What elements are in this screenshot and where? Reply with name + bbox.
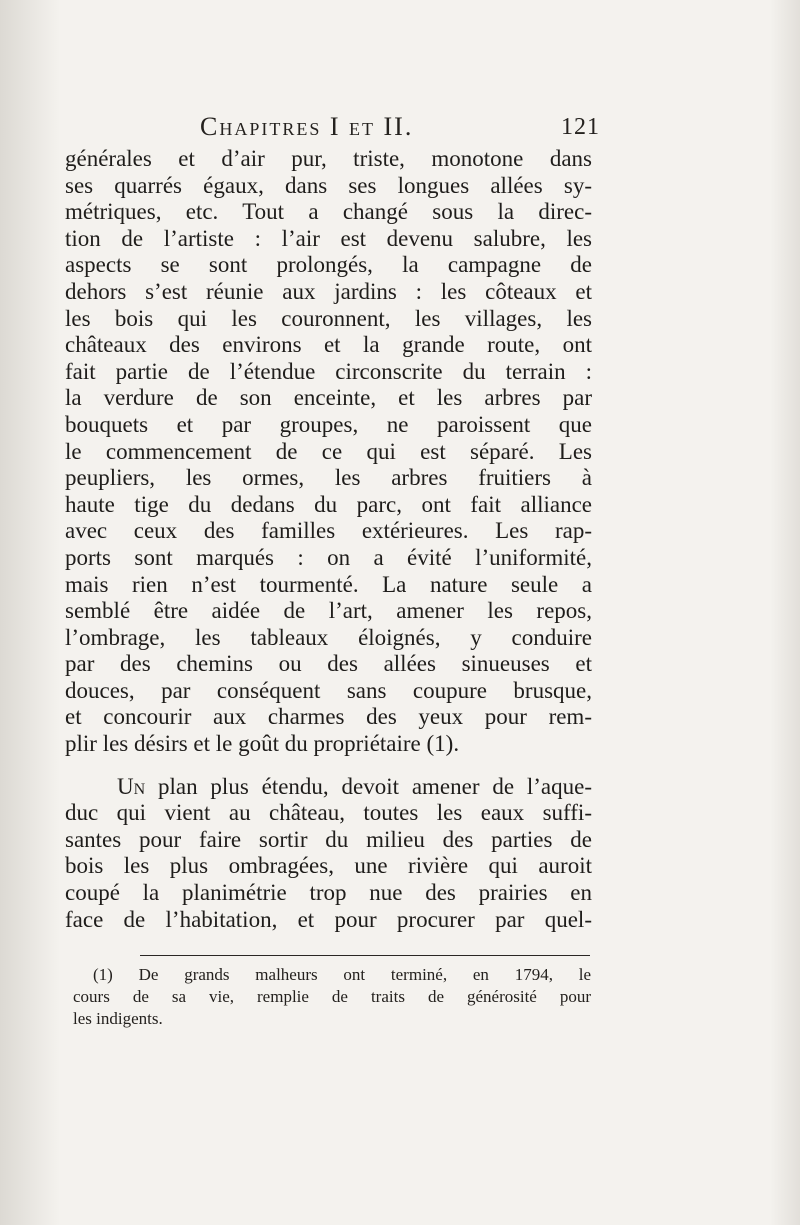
text-line: les bois qui les couronnent, les villages, les [65,305,592,331]
paragraph-lead-word: Un [117,773,146,799]
text-line: châteaux des environs et la grande route, ont [65,332,592,358]
paragraph-2 [65,774,592,934]
text-line: douces, par conséquent sans coupure brusque, [65,677,592,703]
text-line: plir les désirs et le goût du propriétaire (1). [65,731,460,757]
running-title: Chapitres I et II. [200,112,414,141]
text-line: dehors s’est réunie aux jardins : les côteaux et [65,278,592,304]
text-line: métriques, etc. Tout a changé sous la direc- [65,199,592,225]
footnote-rule [140,955,590,956]
text-line: avec ceux des familles extérieures. Les rap- [65,518,592,544]
running-head [60,112,600,148]
paragraph-1 [65,146,592,758]
footnote-line: cours de sa vie, remplie de traits de générosité pour [73,987,591,1006]
text-line: aspects se sont prolongés, la campagne de [65,252,592,278]
text-line: la verdure de son enceinte, et les arbres par [65,385,592,411]
text-line: tion de l’artiste : l’air est devenu salubre, les [65,225,592,251]
text-line: bois les plus ombragées, une rivière qui auroit [65,853,592,879]
page-edge-shadow-right [770,0,800,1225]
text-line: santes pour faire sortir du milieu des parties de [65,826,592,852]
page-number: 121 [561,114,600,140]
text-line: coupé la planimétrie trop nue des prairies en [65,880,592,906]
paragraph-lead-rest: plan plus étendu, devoit amener de l’aque- [145,773,592,799]
body-text [65,146,592,933]
footnote-line: (1) De grands malheurs ont terminé, en 1794, le [93,965,591,984]
text-line: le commencement de ce qui est séparé. Les [65,438,592,464]
text-line: bouquets et par groupes, ne paroissent que [65,411,592,437]
page-edge-shadow [0,0,60,1225]
text-line: haute tige du dedans du parc, ont fait alliance [65,491,592,517]
text-line: semblé être aidée de l’art, amener les repos, [65,598,592,624]
text-line: par des chemins ou des allées sinueuses et [65,651,592,677]
text-line: ses quarrés égaux, dans ses longues allées sy- [65,172,592,198]
text-line: mais rien n’est tourmenté. La nature seule a [65,571,592,597]
footnotes [73,964,591,1030]
text-line [65,774,592,801]
text-line: l’ombrage, les tableaux éloignés, y conduire [65,624,592,650]
text-line: peupliers, les ormes, les arbres fruitiers à [65,465,592,491]
text-line: ports sont marqués : on a évité l’uniformité, [65,544,592,570]
footnote-line: les indigents. [73,1009,163,1028]
text-line: duc qui vient au château, toutes les eaux suffi- [65,800,592,826]
text-line: fait partie de l’étendue circonscrite du terrain : [65,358,592,384]
text-line: face de l’habitation, et pour procurer par quel- [65,906,592,932]
paragraph-spacer [65,758,592,774]
text-line: générales et d’air pur, triste, monotone dans [65,146,592,171]
text-line: et concourir aux charmes des yeux pour rem- [65,704,592,730]
